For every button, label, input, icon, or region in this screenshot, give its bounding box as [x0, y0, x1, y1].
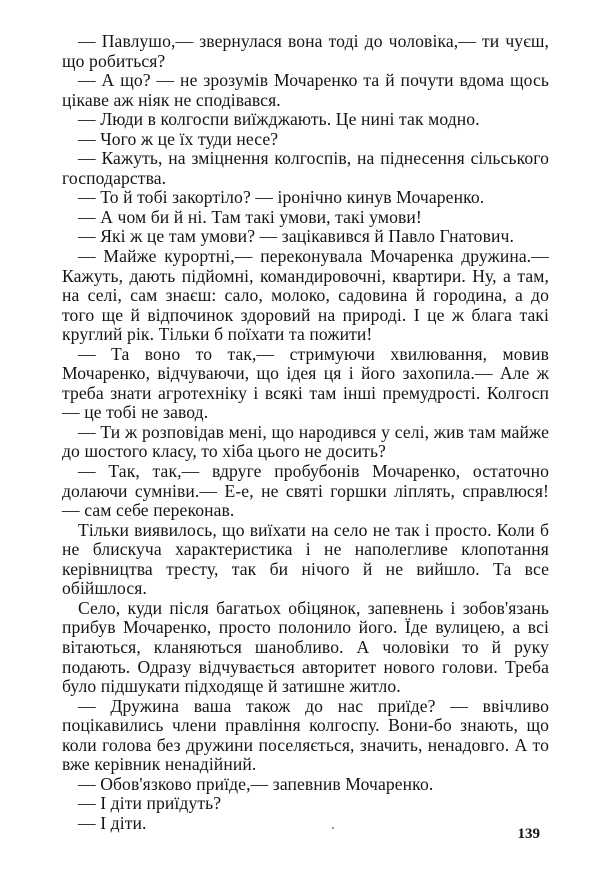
paragraph-1: — Павлушо,— звернулася вона тоді до чоловіка,— ти чуєш, що робиться? — [62, 31, 549, 71]
paragraph-3: — Люди в колгоспи виїжджають. Це нині так модно. — [78, 109, 480, 130]
paragraph-10: — Та воно то так,— стримуючи хвилювання, мовив Мочаренко, відчуваючи, що ідея ця і його захопила.— Але ж треба знати агротехніку і всякі там інші премудрості. Колгосп — це тобі не завод. — [62, 343, 549, 423]
paragraph-15: — Дружина ваша також до нас приїде? — ввічливо поцікавились члени правління колгоспу. Вони-бо знають, що коли голова без дружини поселяється, значить, ненадовго. А то вже керівник ненадійний. — [62, 695, 549, 775]
paragraph-17: — І діти приїдуть? — [78, 793, 222, 814]
paragraph-13: Тільки виявилось, що виїхати на село не так і просто. Коли б не блискуча характеристика і не наполегливе клопотання керівництва тресту, так би нічого й не вийшло. Та все обійшлося. — [62, 519, 549, 599]
paragraph-8: — Які ж це там умови? — зацікавився й Павло Гнатович. — [78, 226, 514, 247]
paragraph-4: — Чого ж це їх туди несе? — [78, 128, 279, 149]
page-body — [62, 32, 549, 833]
paragraph-11: — Ти ж розповідав мені, що народився у селі, жив там майже до шостого класу, то хіба цього не досить? — [62, 421, 549, 462]
paragraph-7: — А чом би й ні. Там такі умови, такі умови! — [78, 206, 422, 227]
paragraph-6: — То й тобі закортіло? — іронічно кинув Мочаренко. — [78, 187, 485, 208]
paragraph-2: — А що? — не зрозумів Мочаренко та й почути вдома щось цікаве аж ніяк не сподівався. — [62, 70, 549, 110]
paragraph-18: — І діти. — [78, 812, 147, 833]
paragraph-9: — Майже курортні,— переконувала Мочаренка дружина.— Кажуть, дають підйомні, командировочні, квартири. Ну, а там, на селі, сам знаєш: сало, молоко, садовина й городина, а до того ще й відпочинок здоровий на природі. І це ж блага такі круглий рік. Тільки б поїхати та пожити! — [62, 246, 549, 345]
paragraph-12: — Так, так,— вдруге пробубонів Мочаренко, остаточно долаючи сумніви.— Е-е, не святі горшки ліплять, справлюся! — сам себе переконав. — [62, 461, 549, 521]
paragraph-14: Село, куди після багатьох обіцянок, запевнень і зобов'язань прибув Мочаренко, просто полонило його. Їде вулицею, а всі вітаються, кланяються шанобливо. А чоловіки то й руку подають. Одразу відчувається авторитет нового голови. Треба було підшукати підходяще й затишне житло. — [62, 597, 549, 697]
print-speck — [332, 827, 334, 829]
page-number: 139 — [517, 826, 540, 842]
paragraph-16: — Обов'язково приїде,— запевнив Мочаренко. — [78, 773, 434, 794]
paragraph-5: — Кажуть, на зміцнення колгоспів, на піднесення сільського господарства. — [62, 148, 549, 188]
